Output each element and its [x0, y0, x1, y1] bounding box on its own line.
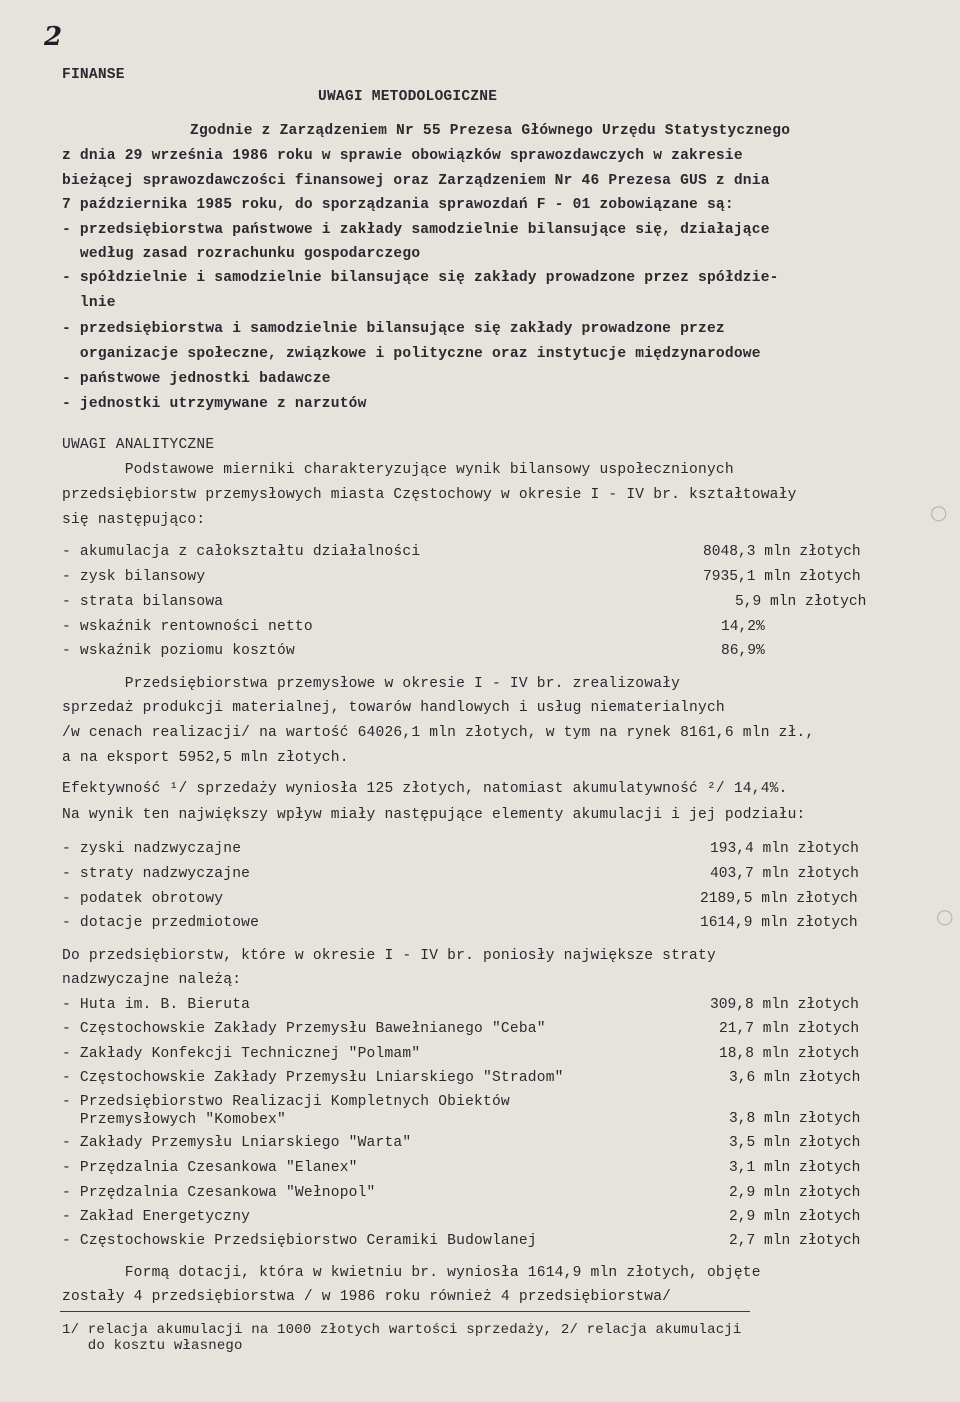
- indicator-label: - akumulacja z całokształtu działalności: [62, 544, 421, 560]
- loss-label: - Huta im. B. Bieruta: [62, 997, 251, 1013]
- punch-hole-mark: ○: [936, 904, 954, 928]
- loss-value: 3,8 mln złotych: [729, 1111, 861, 1127]
- sales-line: Przedsiębiorstwa przemysłowe w okresie I - IV br. zrealizowały: [62, 676, 681, 692]
- loss-label: - Przędzalnia Czesankowa "Wełnopol": [62, 1185, 376, 1201]
- obligated-item: - jednostki utrzymywane z narzutów: [62, 396, 367, 412]
- loss-label: - Przedsiębiorstwo Realizacji Kompletnych Obiektów Przemysłowych "Komobex": [62, 1094, 510, 1128]
- indicator-label: - wskaźnik rentowności netto: [62, 619, 313, 635]
- subsidy-line: zostały 4 przedsiębiorstwa / w 1986 roku również 4 przedsiębiorstwa/: [62, 1289, 672, 1305]
- loss-label: - Częstochowskie Zakłady Przemysłu Lniarskiego "Stradom": [62, 1070, 564, 1086]
- analytic-intro-line: się następująco:: [62, 512, 206, 528]
- losses-intro-line: nadzwyczajne należą:: [62, 972, 242, 988]
- loss-value: 18,8 mln złotych: [719, 1046, 860, 1062]
- obligated-item: według zasad rozrachunku gospodarczego: [62, 246, 421, 262]
- element-value: 403,7 mln złotych: [710, 866, 859, 882]
- footnote-line: do kosztu własnego: [62, 1338, 243, 1354]
- loss-label: - Zakład Energetyczny: [62, 1209, 251, 1225]
- element-label: - zyski nadzwyczajne: [62, 841, 242, 857]
- element-value: 2189,5 mln złotych: [700, 891, 858, 907]
- loss-value: 2,9 mln złotych: [729, 1185, 861, 1201]
- footnote-line: 1/ relacja akumulacji na 1000 złotych wartości sprzedaży, 2/ relacja akumulacji: [62, 1322, 742, 1338]
- sales-line: /w cenach realizacji/ na wartość 64026,1 mln złotych, w tym na rynek 8161,6 mln zł.,: [62, 725, 815, 741]
- element-label: - straty nadzwyczajne: [62, 866, 251, 882]
- loss-value: 2,9 mln złotych: [729, 1209, 861, 1225]
- indicator-value: 7935,1 mln złotych: [703, 569, 861, 585]
- element-value: 193,4 mln złotych: [710, 841, 859, 857]
- intro-line: bieżącej sprawozdawczości finansowej oraz Zarządzeniem Nr 46 Prezesa GUS z dnia: [62, 173, 770, 189]
- sales-line: sprzedaż produkcji materialnej, towarów handlowych i usług niematerialnych: [62, 700, 725, 716]
- analytic-intro-line: przedsiębiorstw przemysłowych miasta Częstochowy w okresie I - IV br. kształtowały: [62, 487, 797, 503]
- section-header: FINANSE: [62, 67, 125, 83]
- loss-label: - Częstochowskie Przedsiębiorstwo Ceramiki Budowlanej: [62, 1233, 537, 1249]
- losses-intro-line: Do przedsiębiorstw, które w okresie I - IV br. poniosły największe straty: [62, 948, 716, 964]
- loss-value: 2,7 mln złotych: [729, 1233, 861, 1249]
- intro-line: 7 października 1985 roku, do sporządzania sprawozdań F - 01 zobowiązane są:: [62, 197, 734, 213]
- indicator-value: 14,2%: [721, 619, 765, 635]
- intro-line: Zgodnie z Zarządzeniem Nr 55 Prezesa Głównego Urzędu Statystycznego: [190, 123, 791, 139]
- loss-label: - Zakłady Konfekcji Technicznej "Polmam": [62, 1046, 421, 1062]
- analytic-intro-line: Podstawowe mierniki charakteryzujące wynik bilansowy uspołecznionych: [62, 462, 734, 478]
- obligated-item: - przedsiębiorstwa państwowe i zakłady samodzielnie bilansujące się, działające: [62, 222, 770, 238]
- efficiency-line: Efektywność ¹/ sprzedaży wyniosła 125 złotych, natomiast akumulatywność ²/ 14,4%.: [62, 781, 788, 797]
- page-number: 2: [44, 22, 63, 52]
- intro-line: z dnia 29 września 1986 roku w sprawie obowiązków sprawozdawczych w zakresie: [62, 148, 743, 164]
- loss-value: 3,6 mln złotych: [729, 1070, 861, 1086]
- loss-label: - Częstochowskie Zakłady Przemysłu Bawełnianego "Ceba": [62, 1021, 546, 1037]
- loss-value: 3,1 mln złotych: [729, 1160, 861, 1176]
- element-label: - podatek obrotowy: [62, 891, 224, 907]
- obligated-item: - przedsiębiorstwa i samodzielnie bilansujące się zakłady prowadzone przez: [62, 321, 725, 337]
- indicator-label: - zysk bilansowy: [62, 569, 206, 585]
- punch-hole-mark: ○: [930, 500, 948, 524]
- element-label: - dotacje przedmiotowe: [62, 915, 260, 931]
- sales-line: a na eksport 5952,5 mln złotych.: [62, 750, 349, 766]
- loss-label: - Przędzalnia Czesankowa "Elanex": [62, 1160, 358, 1176]
- indicator-value: 8048,3 mln złotych: [703, 544, 861, 560]
- indicator-label: - strata bilansowa: [62, 594, 224, 610]
- loss-value: 309,8 mln złotych: [710, 997, 859, 1013]
- loss-label: - Zakłady Przemysłu Lniarskiego "Warta": [62, 1135, 412, 1151]
- loss-value: 21,7 mln złotych: [719, 1021, 860, 1037]
- loss-value: 3,5 mln złotych: [729, 1135, 861, 1151]
- analytic-title: UWAGI ANALITYCZNE: [62, 437, 215, 453]
- obligated-item: organizacje społeczne, związkowe i polityczne oraz instytucje międzynarodowe: [62, 346, 761, 362]
- element-value: 1614,9 mln złotych: [700, 915, 858, 931]
- obligated-item: lnie: [62, 295, 116, 311]
- efficiency-line: Na wynik ten największy wpływ miały następujące elementy akumulacji i jej podziału:: [62, 807, 806, 823]
- indicator-value: 5,9 mln złotych: [735, 594, 867, 610]
- obligated-item: - państwowe jednostki badawcze: [62, 371, 331, 387]
- subsidy-line: Formą dotacji, która w kwietniu br. wyniosła 1614,9 mln złotych, objęte: [62, 1265, 761, 1281]
- obligated-item: - spółdzielnie i samodzielnie bilansujące się zakłady prowadzone przez spółdzie-: [62, 270, 779, 286]
- title: UWAGI METODOLOGICZNE: [318, 89, 498, 105]
- footnote-divider: [60, 1311, 750, 1312]
- indicator-label: - wskaźnik poziomu kosztów: [62, 643, 295, 659]
- indicator-value: 86,9%: [721, 643, 765, 659]
